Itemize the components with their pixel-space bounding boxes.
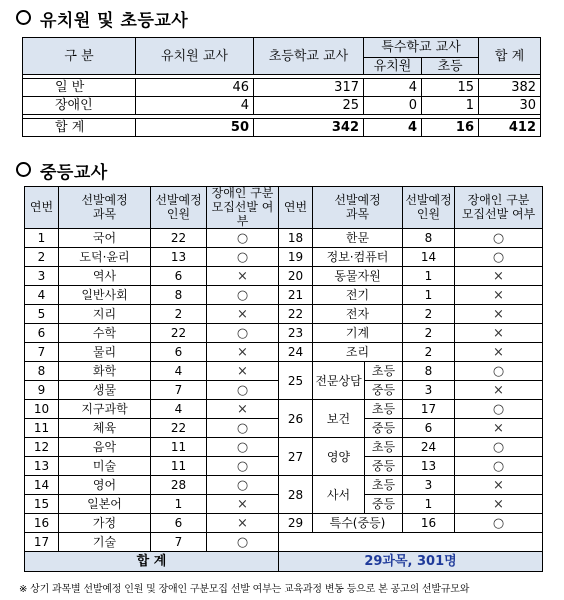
- cell-no: 7: [25, 343, 59, 362]
- cell-total: 412: [479, 119, 541, 137]
- cell-disabled-sep: ○: [207, 381, 279, 400]
- cell-no: 21: [279, 286, 313, 305]
- row-label: 장애인: [23, 97, 136, 115]
- cell-no: 12: [25, 438, 59, 457]
- cell-level: 중등: [365, 381, 403, 400]
- header-count-line1: 선발예정: [155, 192, 202, 207]
- cell-kindergarten: 50: [136, 119, 254, 137]
- header-count: [151, 187, 207, 229]
- cell-disabled-sep: ○: [207, 457, 279, 476]
- header-no: 연번: [25, 187, 59, 229]
- cell-disabled-sep: ×: [207, 495, 279, 514]
- circle-bullet-icon: [16, 162, 31, 177]
- cell-subject: 역사: [59, 267, 151, 286]
- table-total-row: [23, 119, 541, 137]
- cell-count: 8: [403, 229, 455, 248]
- cell-disabled-sep: ○: [207, 419, 279, 438]
- table-row: [25, 286, 543, 305]
- cell-subject: 특수(중등): [313, 514, 403, 533]
- table-row: [25, 229, 543, 248]
- cell-subject: 일반사회: [59, 286, 151, 305]
- cell-no: 19: [279, 248, 313, 267]
- cell-disabled-sep: ×: [455, 305, 543, 324]
- elementary-teacher-table: [22, 37, 541, 137]
- cell-count: 3: [403, 476, 455, 495]
- cell-no: 1: [25, 229, 59, 248]
- cell-no: 20: [279, 267, 313, 286]
- cell-disabled-sep: ○: [455, 457, 543, 476]
- footnote: ※ 상기 과목별 선발예정 인원 및 장애인 구분모집 선발 여부는 교육과정 변동 등으로 본 공고의 선발규모와: [19, 584, 470, 595]
- cell-subject: 국어: [59, 229, 151, 248]
- cell-no: 28: [279, 476, 313, 514]
- cell-count: 17: [403, 400, 455, 419]
- cell-disabled-sep: ○: [207, 324, 279, 343]
- cell-count: 2: [403, 343, 455, 362]
- row-label: 합 계: [23, 119, 136, 137]
- cell-no: 6: [25, 324, 59, 343]
- cell-disabled-sep: ○: [455, 438, 543, 457]
- cell-no: 16: [25, 514, 59, 533]
- cell-count: 7: [151, 381, 207, 400]
- cell-elementary: 317: [254, 79, 364, 97]
- cell-subject: 보건: [313, 400, 365, 438]
- cell-subject: 기술: [59, 533, 151, 552]
- cell-subject: 가정: [59, 514, 151, 533]
- cell-count: 2: [151, 305, 207, 324]
- footer-total-label: 합 계: [25, 552, 279, 572]
- cell-no: 13: [25, 457, 59, 476]
- header-count-right: [403, 187, 455, 229]
- cell-elementary: 25: [254, 97, 364, 115]
- cell-level: 초등: [365, 400, 403, 419]
- section-title-text: 유치원 및 초등교사: [40, 11, 189, 31]
- cell-count: 1: [403, 286, 455, 305]
- cell-subject: 도덕·윤리: [59, 248, 151, 267]
- cell-no: 17: [25, 533, 59, 552]
- cell-count: 24: [403, 438, 455, 457]
- cell-subject: 영양: [313, 438, 365, 476]
- header-subject-line1: 선발예정: [81, 192, 128, 207]
- cell-disabled-sep: ○: [455, 229, 543, 248]
- cell-subject: 생물: [59, 381, 151, 400]
- cell-count: 1: [403, 495, 455, 514]
- cell-disabled-sep: ×: [207, 362, 279, 381]
- cell-subject: 체육: [59, 419, 151, 438]
- table-row: [25, 324, 543, 343]
- header-category: 구 분: [23, 38, 136, 75]
- cell-disabled-sep: ×: [207, 514, 279, 533]
- cell-special-elementary: 1: [422, 97, 479, 115]
- cell-total: 382: [479, 79, 541, 97]
- header-kindergarten: 유치원 교사: [136, 38, 254, 75]
- cell-no: 9: [25, 381, 59, 400]
- cell-count: 14: [403, 248, 455, 267]
- header-disabled-line1: 장애인 구분: [211, 186, 274, 200]
- cell-disabled-sep: ×: [207, 305, 279, 324]
- header-disabled-line2: 모집선발 여부: [211, 199, 274, 228]
- cell-subject: 지구과학: [59, 400, 151, 419]
- cell-count: 8: [151, 286, 207, 305]
- cell-no: 18: [279, 229, 313, 248]
- cell-disabled-sep: ○: [207, 476, 279, 495]
- cell-subject: 지리: [59, 305, 151, 324]
- cell-count: 2: [403, 305, 455, 324]
- table-row: [23, 79, 541, 97]
- cell-disabled-sep: ○: [207, 229, 279, 248]
- cell-empty: [279, 533, 543, 552]
- cell-count: 6: [151, 514, 207, 533]
- cell-count: 16: [403, 514, 455, 533]
- cell-disabled-sep: ○: [455, 514, 543, 533]
- cell-disabled-sep: ×: [455, 476, 543, 495]
- table-row: [25, 362, 543, 381]
- cell-disabled-sep: ×: [455, 286, 543, 305]
- cell-special-kindergarten: 0: [364, 97, 422, 115]
- cell-no: 22: [279, 305, 313, 324]
- cell-count: 11: [151, 438, 207, 457]
- cell-count: 6: [151, 267, 207, 286]
- cell-disabled-sep: ○: [207, 533, 279, 552]
- cell-no: 8: [25, 362, 59, 381]
- header-subject-line2: 과목: [92, 206, 117, 221]
- cell-no: 2: [25, 248, 59, 267]
- cell-count: 7: [151, 533, 207, 552]
- cell-no: 5: [25, 305, 59, 324]
- cell-subject: 조리: [313, 343, 403, 362]
- header-disabled-line2: 모집선발 여부: [461, 206, 536, 221]
- cell-level: 중등: [365, 419, 403, 438]
- cell-count: 6: [151, 343, 207, 362]
- cell-level: 초등: [365, 476, 403, 495]
- cell-subject: 물리: [59, 343, 151, 362]
- cell-disabled-sep: ×: [455, 267, 543, 286]
- table-row: [25, 400, 543, 419]
- cell-level: 초등: [365, 362, 403, 381]
- cell-disabled-sep: ×: [455, 381, 543, 400]
- cell-count: 3: [403, 381, 455, 400]
- cell-level: 초등: [365, 438, 403, 457]
- table-row: [25, 305, 543, 324]
- cell-disabled-sep: ○: [455, 248, 543, 267]
- header-subject-line2: 과목: [345, 206, 370, 221]
- secondary-teacher-table: [24, 186, 543, 572]
- cell-total: 30: [479, 97, 541, 115]
- cell-disabled-sep: ×: [207, 400, 279, 419]
- cell-subject: 전기: [313, 286, 403, 305]
- cell-subject: 기계: [313, 324, 403, 343]
- cell-count: 22: [151, 324, 207, 343]
- cell-count: 1: [151, 495, 207, 514]
- header-elementary: 초등학교 교사: [254, 38, 364, 75]
- cell-subject: 음악: [59, 438, 151, 457]
- cell-count: 1: [403, 267, 455, 286]
- cell-disabled-sep: ×: [207, 267, 279, 286]
- table-row: [25, 533, 543, 552]
- cell-disabled-sep: ○: [207, 438, 279, 457]
- cell-disabled-sep: ○: [455, 400, 543, 419]
- cell-count: 13: [403, 457, 455, 476]
- cell-subject: 전문상담: [313, 362, 365, 400]
- cell-count: 22: [151, 229, 207, 248]
- table-row: [25, 248, 543, 267]
- cell-subject: 정보·컴퓨터: [313, 248, 403, 267]
- cell-disabled-sep: ○: [455, 362, 543, 381]
- cell-no: 4: [25, 286, 59, 305]
- cell-no: 11: [25, 419, 59, 438]
- cell-no: 26: [279, 400, 313, 438]
- header-no-right: 연번: [279, 187, 313, 229]
- cell-no: 23: [279, 324, 313, 343]
- cell-level: 중등: [365, 495, 403, 514]
- cell-disabled-sep: ×: [455, 343, 543, 362]
- header-subject-right: [313, 187, 403, 229]
- cell-disabled-sep: ×: [455, 495, 543, 514]
- header-total: 합 계: [479, 38, 541, 75]
- cell-subject: 사서: [313, 476, 365, 514]
- header-count-line2: 인원: [166, 206, 191, 221]
- cell-disabled-sep: ×: [455, 324, 543, 343]
- table-row: [25, 267, 543, 286]
- section-title-elementary: [16, 6, 188, 31]
- cell-no: 10: [25, 400, 59, 419]
- cell-elementary: 342: [254, 119, 364, 137]
- cell-no: 24: [279, 343, 313, 362]
- section-title-text: 중등교사: [40, 163, 108, 183]
- header-disabled-line1: 장애인 구분: [467, 192, 530, 207]
- cell-special-kindergarten: 4: [364, 79, 422, 97]
- cell-subject: 화학: [59, 362, 151, 381]
- cell-special-elementary: 16: [422, 119, 479, 137]
- cell-subject: 동물자원: [313, 267, 403, 286]
- header-disabled-right: [455, 187, 543, 229]
- cell-count: 22: [151, 419, 207, 438]
- cell-no: 27: [279, 438, 313, 476]
- footer-summary: 29과목, 301명: [279, 552, 543, 572]
- table-row: [23, 97, 541, 115]
- cell-subject: 한문: [313, 229, 403, 248]
- cell-kindergarten: 46: [136, 79, 254, 97]
- cell-disabled-sep: ○: [207, 248, 279, 267]
- cell-kindergarten: 4: [136, 97, 254, 115]
- cell-no: 15: [25, 495, 59, 514]
- cell-count: 28: [151, 476, 207, 495]
- cell-count: 2: [403, 324, 455, 343]
- header-special: 특수학교 교사: [364, 38, 479, 58]
- cell-disabled-sep: ×: [207, 343, 279, 362]
- section-title-secondary: [16, 158, 108, 183]
- header-special-kindergarten: 유치원: [364, 58, 422, 75]
- cell-count: 6: [403, 419, 455, 438]
- header-special-elementary: 초등: [422, 58, 479, 75]
- row-label: 일 반: [23, 79, 136, 97]
- cell-disabled-sep: ×: [455, 419, 543, 438]
- header-subject: [59, 187, 151, 229]
- cell-disabled-sep: ○: [207, 286, 279, 305]
- circle-bullet-icon: [16, 10, 31, 25]
- cell-subject: 수학: [59, 324, 151, 343]
- cell-special-elementary: 15: [422, 79, 479, 97]
- cell-special-kindergarten: 4: [364, 119, 422, 137]
- table-row: [25, 343, 543, 362]
- header-count-line1: 선발예정: [405, 192, 452, 207]
- cell-count: 11: [151, 457, 207, 476]
- cell-subject: 영어: [59, 476, 151, 495]
- cell-subject: 일본어: [59, 495, 151, 514]
- cell-level: 중등: [365, 457, 403, 476]
- cell-no: 25: [279, 362, 313, 400]
- header-subject-line1: 선발예정: [334, 192, 381, 207]
- cell-no: 14: [25, 476, 59, 495]
- cell-count: 4: [151, 362, 207, 381]
- cell-count: 4: [151, 400, 207, 419]
- header-count-line2: 인원: [416, 206, 441, 221]
- cell-count: 8: [403, 362, 455, 381]
- header-disabled: [207, 187, 279, 229]
- cell-subject: 전자: [313, 305, 403, 324]
- cell-count: 13: [151, 248, 207, 267]
- cell-no: 29: [279, 514, 313, 533]
- table-row: [25, 514, 543, 533]
- table-row: [25, 438, 543, 457]
- table-row: [25, 476, 543, 495]
- cell-subject: 미술: [59, 457, 151, 476]
- cell-no: 3: [25, 267, 59, 286]
